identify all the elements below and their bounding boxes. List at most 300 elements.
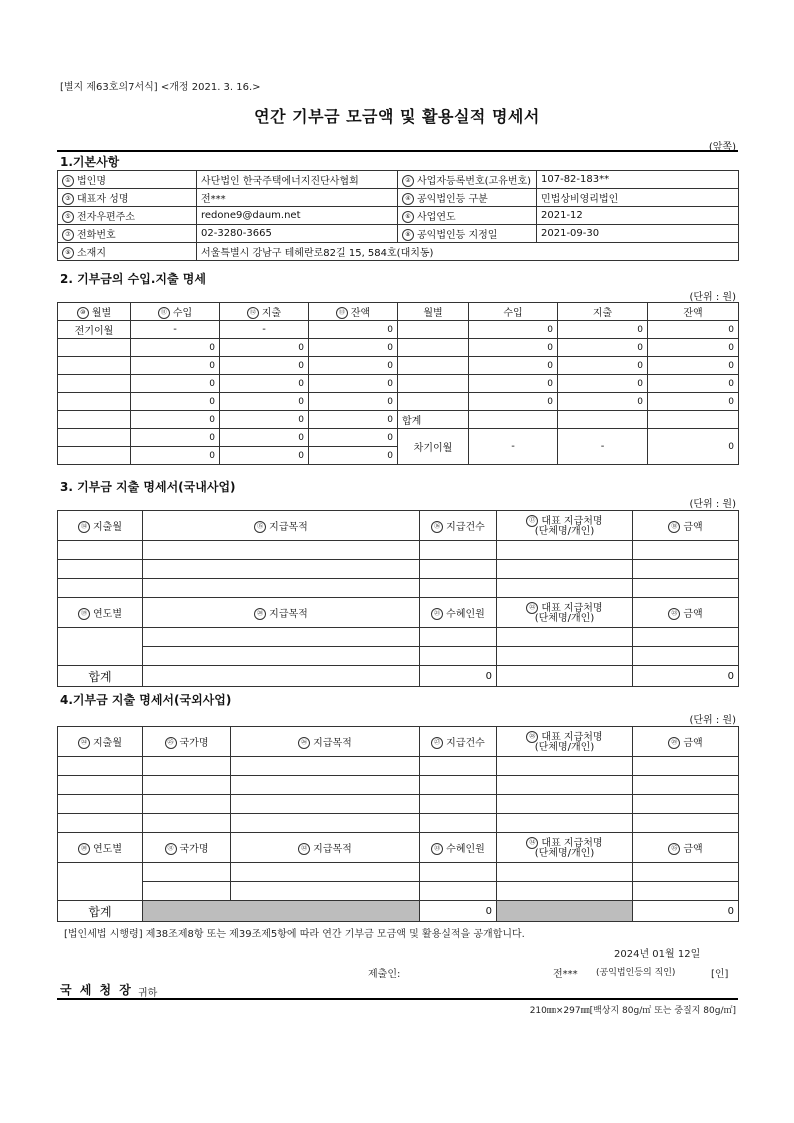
column-header: [58, 727, 143, 757]
cell-text: 금액: [683, 844, 703, 855]
carry-in-row: [58, 321, 739, 339]
item-number-marker: ㉗: [431, 737, 443, 749]
income-value: [131, 339, 220, 357]
empty-cell: [497, 882, 633, 901]
item-number-marker: ㉑: [431, 608, 443, 620]
empty-cell: [633, 776, 739, 795]
empty-cell: [497, 628, 633, 647]
cell-text: 0: [209, 378, 215, 389]
field-label: [58, 243, 197, 261]
column-header: [143, 598, 420, 628]
month-cell: [58, 411, 131, 429]
empty-cell: [143, 882, 231, 901]
item-number-marker: ①: [62, 175, 74, 187]
cell-text: 소재지: [77, 248, 106, 259]
cell-text: 수혜인원: [446, 844, 485, 855]
column-header: [231, 833, 420, 863]
carry-out-expense: [558, 429, 648, 465]
empty-cell: [58, 541, 143, 560]
item-number-marker: ㉖: [298, 737, 310, 749]
empty-cell: [143, 863, 231, 882]
column-header: [143, 833, 231, 863]
cell-text: 0: [298, 450, 304, 461]
cell-text: 0: [547, 360, 553, 371]
empty-cell: [420, 776, 497, 795]
table-header-row: [58, 598, 739, 628]
total-income: [469, 411, 558, 429]
column-header: [497, 833, 633, 863]
expense-row: [58, 541, 739, 560]
cell-text: 수혜인원: [446, 609, 485, 620]
item-number-marker: ⑲: [78, 608, 90, 620]
field-value: [537, 171, 739, 189]
expense-row: [58, 882, 739, 901]
empty-cell: [633, 579, 739, 598]
empty-cell: [58, 579, 143, 598]
empty-cell: [633, 757, 739, 776]
income-value: [131, 375, 220, 393]
cell-text: 0: [209, 342, 215, 353]
page-side-label: (앞쪽): [708, 142, 736, 153]
cell-text: 대표 지급처명: [541, 602, 603, 614]
column-header: [420, 727, 497, 757]
cell-text: 0: [209, 450, 215, 461]
basic-info-row: [58, 189, 739, 207]
cell-text: 2021-12: [541, 210, 583, 221]
section2-title: 2. 기부금의 수입.지출 명세: [60, 272, 206, 286]
cell-text: 0: [637, 342, 643, 353]
cell-text: 전기이월: [74, 326, 114, 337]
submitter-name: 전***: [553, 969, 578, 980]
cell-text: 지급목적: [313, 738, 352, 749]
cell-text: 지급건수: [446, 522, 485, 533]
item-number-marker: ⑳: [254, 608, 266, 620]
submit-date: 2024년 01월 12일: [614, 949, 701, 960]
cell-text: -: [262, 324, 266, 335]
item-number-marker: ⑤: [62, 211, 74, 223]
recipient-honorific: 귀하: [138, 988, 158, 999]
balance-value: [309, 321, 398, 339]
cell-text: 대표자 성명: [77, 194, 129, 205]
page-title: 연간 기부금 모금액 및 활용실적 명세서: [254, 107, 540, 126]
cell-text: 2021-09-30: [541, 228, 600, 239]
field-label: [398, 171, 537, 189]
balance-value: [309, 357, 398, 375]
cell-text: 지급목적: [269, 609, 308, 620]
month-cell: [398, 357, 469, 375]
cell-text: 0: [387, 450, 393, 461]
balance-value: [648, 375, 739, 393]
column-header: [648, 303, 739, 321]
empty-cell: [231, 776, 420, 795]
field-label: [58, 225, 197, 243]
cell-text: 0: [209, 432, 215, 443]
empty-cell: [497, 795, 633, 814]
cell-text: 0: [728, 324, 734, 335]
monthly-row: [58, 393, 739, 411]
cell-subtext: (단체명/개인): [534, 847, 595, 859]
total-row: [58, 411, 739, 429]
cell-text: 0: [637, 324, 643, 335]
income-value: [469, 321, 558, 339]
paper-spec: 210㎜×297㎜[백상지 80g/㎡ 또는 중질지 80g/㎡]: [529, 1006, 736, 1016]
cell-text: 0: [387, 378, 393, 389]
column-header: [309, 303, 398, 321]
field-value: [537, 207, 739, 225]
item-number-marker: ⑪: [158, 307, 170, 319]
cell-text: 0: [298, 414, 304, 425]
column-header: [633, 511, 739, 541]
empty-cell: [143, 814, 231, 833]
shaded-cell: [143, 901, 420, 922]
total-row: [58, 666, 739, 687]
total-count: [420, 901, 497, 922]
cell-text: 0: [728, 360, 734, 371]
cell-text: 사업자등록번호(고유번호): [417, 176, 532, 187]
item-number-marker: ⑥: [402, 211, 414, 223]
empty-cell: [143, 776, 231, 795]
income-expense-table: [57, 302, 739, 465]
cell-text: 0: [728, 396, 734, 407]
income-value: [131, 447, 220, 465]
field-value: [197, 207, 398, 225]
cell-text: 법인명: [77, 176, 106, 187]
item-number-marker: ㉓: [668, 608, 680, 620]
expense-row: [58, 814, 739, 833]
column-header: [143, 511, 420, 541]
expense-value: [220, 429, 309, 447]
empty-cell: [633, 541, 739, 560]
empty-cell: [58, 795, 143, 814]
item-number-marker: ⑬: [336, 307, 348, 319]
cell-text: -: [600, 441, 605, 452]
column-header: [131, 303, 220, 321]
item-number-marker: ⑫: [247, 307, 259, 319]
cell-text: 0: [298, 360, 304, 371]
column-header: [633, 598, 739, 628]
empty-cell: [633, 795, 739, 814]
empty-cell: [497, 560, 633, 579]
item-number-marker: ㉙: [668, 737, 680, 749]
cell-text: 금액: [683, 609, 703, 620]
expense-value: [558, 375, 648, 393]
balance-value: [648, 321, 739, 339]
column-header: [497, 598, 633, 628]
form-number: [별지 제63호의7서식] <개정 2021. 3. 16.>: [60, 82, 261, 93]
empty-cell: [231, 882, 420, 901]
cell-text: 연도별: [93, 844, 122, 855]
empty-cell: [497, 579, 633, 598]
cell-text: 0: [547, 342, 553, 353]
cell-text: 잔액: [350, 308, 371, 319]
expense-row: [58, 579, 739, 598]
field-label: [398, 225, 537, 243]
column-header: [220, 303, 309, 321]
empty-cell: [420, 628, 497, 647]
column-header: [469, 303, 558, 321]
total-amount: [633, 901, 739, 922]
item-number-marker: ②: [402, 175, 414, 187]
empty-cell: [58, 757, 143, 776]
month-cell: [58, 375, 131, 393]
column-header: [633, 833, 739, 863]
item-number-marker: ㉝: [431, 843, 443, 855]
balance-value: [309, 339, 398, 357]
income-value: [131, 357, 220, 375]
submitter-label: 제출인:: [368, 969, 401, 980]
cell-subtext: (단체명/개인): [534, 612, 595, 624]
empty-cell: [231, 795, 420, 814]
cell-text: 전***: [201, 194, 226, 205]
cell-text: 금액: [683, 738, 703, 749]
cell-text: 0: [728, 342, 734, 353]
table-header-row: [58, 727, 739, 757]
item-number-marker: ㉛: [165, 843, 177, 855]
empty-cell: [633, 647, 739, 666]
empty-cell: [143, 666, 420, 687]
total-balance: [648, 411, 739, 429]
column-header: [558, 303, 648, 321]
cell-text: 0: [637, 396, 643, 407]
cell-text: 0: [637, 360, 643, 371]
cell-text: 전자우편주소: [77, 212, 135, 223]
income-value: [131, 393, 220, 411]
balance-value: [309, 375, 398, 393]
empty-cell: [420, 863, 497, 882]
field-value: [537, 225, 739, 243]
balance-value: [309, 411, 398, 429]
item-number-marker: ⑰: [526, 515, 538, 527]
empty-cell: [420, 757, 497, 776]
cell-text: 지출월: [93, 738, 122, 749]
cell-text: 0: [387, 432, 393, 443]
cell-subtext: (단체명/개인): [534, 741, 595, 753]
cell-text: 0: [547, 324, 553, 335]
expense-value: [220, 375, 309, 393]
cell-text: 0: [547, 378, 553, 389]
cell-text: 0: [387, 360, 393, 371]
expense-value: [220, 411, 309, 429]
empty-cell: [497, 757, 633, 776]
item-number-marker: ⑯: [431, 521, 443, 533]
expense-row: [58, 757, 739, 776]
cell-text: 지출: [261, 308, 282, 319]
recipient-tax-office: 국 세 청 장: [60, 983, 133, 997]
expense-value: [220, 339, 309, 357]
field-label: [58, 189, 197, 207]
income-value: [469, 375, 558, 393]
month-cell: [58, 339, 131, 357]
cell-text: 대표 지급처명: [541, 515, 603, 527]
expense-value: [558, 393, 648, 411]
month-cell: [58, 393, 131, 411]
item-number-marker: ⑧: [402, 229, 414, 241]
expense-row: [58, 647, 739, 666]
cell-text: 0: [387, 396, 393, 407]
item-number-marker: ⑨: [62, 247, 74, 259]
expense-value: [220, 447, 309, 465]
domestic-expense-table: [57, 510, 739, 687]
expense-value: [558, 357, 648, 375]
cell-text: 차기이월: [413, 443, 453, 454]
section4-unit: (단위 : 원): [689, 715, 736, 726]
item-number-marker: ㉘: [526, 731, 538, 743]
cell-text: 합계: [88, 669, 112, 684]
column-header: [58, 833, 143, 863]
cell-text: 0: [209, 360, 215, 371]
item-number-marker: ④: [402, 193, 414, 205]
empty-cell: [420, 647, 497, 666]
cell-text: 합계: [402, 416, 422, 427]
empty-cell: [420, 882, 497, 901]
empty-cell: [497, 541, 633, 560]
balance-value: [648, 393, 739, 411]
column-header: [420, 833, 497, 863]
item-number-marker: ㉔: [78, 737, 90, 749]
monthly-row: [58, 375, 739, 393]
empty-cell: [497, 666, 633, 687]
empty-cell: [143, 757, 231, 776]
section4-title: 4.기부금 지출 명세서(국외사업): [60, 693, 232, 707]
table-header-row: [58, 833, 739, 863]
carry-out-row: [58, 429, 739, 447]
column-header: [231, 727, 420, 757]
income-value: [469, 357, 558, 375]
cell-text: 대표 지급처명: [541, 837, 603, 849]
cell-text: 대표 지급처명: [541, 731, 603, 743]
basic-info-row: [58, 207, 739, 225]
expense-row: [58, 776, 739, 795]
field-value: [537, 189, 739, 207]
cell-text: 0: [485, 905, 492, 917]
cell-text: 공익법인등 구분: [417, 194, 488, 205]
field-value: [197, 189, 398, 207]
cell-text: 0: [298, 396, 304, 407]
total-label: [398, 411, 469, 429]
empty-cell: [143, 560, 420, 579]
column-header: [58, 511, 143, 541]
empty-cell: [633, 814, 739, 833]
cell-text: 공익법인등 지정일: [417, 230, 498, 241]
item-number-marker: ⑩: [77, 307, 89, 319]
cell-text: 0: [209, 396, 215, 407]
month-cell: [398, 375, 469, 393]
cell-text: 0: [387, 342, 393, 353]
cell-text: 지급목적: [269, 522, 308, 533]
month-cell: [58, 429, 131, 447]
expense-value: [220, 357, 309, 375]
cell-text: 월별: [91, 308, 112, 319]
balance-value: [309, 393, 398, 411]
column-header: [420, 511, 497, 541]
income-value: [131, 411, 220, 429]
cell-text: 0: [209, 414, 215, 425]
cell-text: 잔액: [683, 308, 703, 319]
cell-text: 0: [298, 342, 304, 353]
table-header-row: [58, 303, 739, 321]
cell-text: 02-3280-3665: [201, 228, 272, 239]
basic-info-row: [58, 171, 739, 189]
cell-text: 107-82-183**: [541, 174, 610, 185]
cell-text: 월별: [423, 308, 443, 319]
empty-cell: [420, 541, 497, 560]
cell-text: redone9@daum.net: [201, 210, 301, 221]
expense-row: [58, 628, 739, 647]
month-cell: [58, 357, 131, 375]
cell-text: 0: [637, 378, 643, 389]
balance-value: [309, 447, 398, 465]
month-cell: [398, 339, 469, 357]
empty-cell: [633, 628, 739, 647]
total-row: [58, 901, 739, 922]
cell-text: 지급건수: [446, 738, 485, 749]
column-header: [143, 727, 231, 757]
cell-text: 국가명: [179, 844, 209, 855]
section2-unit: (단위 : 원): [689, 292, 736, 303]
total-count: [420, 666, 497, 687]
item-number-marker: ⑦: [62, 229, 74, 241]
total-label: [58, 666, 143, 687]
empty-cell: [58, 560, 143, 579]
cell-text: 합계: [88, 904, 112, 919]
item-number-marker: ㉚: [78, 843, 90, 855]
table-header-row: [58, 511, 739, 541]
month-cell: [58, 447, 131, 465]
empty-cell: [143, 579, 420, 598]
address-row: [58, 243, 739, 261]
expense-row: [58, 863, 739, 882]
field-label: [58, 207, 197, 225]
item-number-marker: ㉞: [526, 837, 538, 849]
cell-text: -: [173, 324, 177, 335]
item-number-marker: ⑮: [254, 521, 266, 533]
overseas-expense-table: [57, 726, 739, 922]
balance-value: [309, 429, 398, 447]
expense-row: [58, 560, 739, 579]
section3-unit: (단위 : 원): [689, 499, 736, 510]
cell-text: 0: [298, 432, 304, 443]
item-number-marker: ㉜: [298, 843, 310, 855]
address-value: [197, 243, 739, 261]
empty-cell: [420, 814, 497, 833]
cell-subtext: (단체명/개인): [534, 525, 595, 537]
cell-text: 0: [387, 414, 393, 425]
cell-text: 0: [728, 378, 734, 389]
submitter-role: (공익법인등의 직인): [596, 968, 676, 978]
column-header: [420, 598, 497, 628]
cell-text: 0: [728, 441, 734, 452]
empty-cell: [420, 579, 497, 598]
empty-cell: [231, 863, 420, 882]
column-header: [633, 727, 739, 757]
cell-text: 지출월: [93, 522, 122, 533]
basic-info-table: [57, 170, 739, 261]
total-expense: [558, 411, 648, 429]
carry-out-label: [398, 429, 469, 465]
empty-cell: [143, 628, 420, 647]
cell-text: 국가명: [179, 738, 209, 749]
balance-value: [648, 357, 739, 375]
income-value: [469, 393, 558, 411]
expense-row: [58, 795, 739, 814]
empty-cell: [420, 560, 497, 579]
cell-text: 0: [387, 324, 393, 335]
cell-text: -: [511, 441, 515, 452]
field-label: [398, 207, 537, 225]
income-value: [131, 321, 220, 339]
expense-value: [558, 321, 648, 339]
month-cell: [398, 393, 469, 411]
